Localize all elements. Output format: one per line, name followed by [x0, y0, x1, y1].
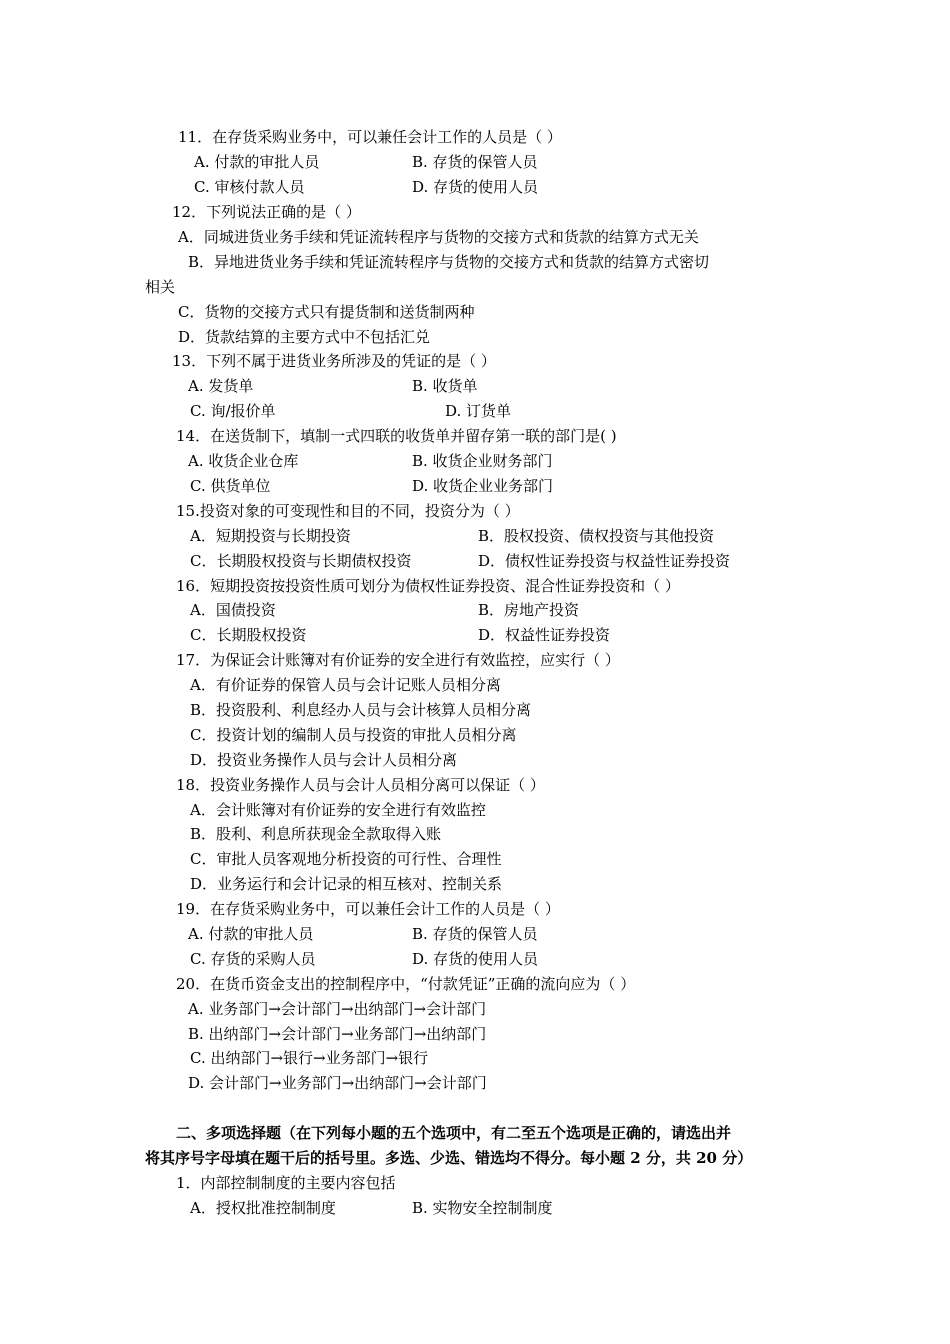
- q17-option-b: B．投资股利、利息经办人员与会计核算人员相分离: [190, 701, 532, 719]
- q12-option-c: C．货物的交接方式只有提货制和送货制两种: [178, 303, 475, 321]
- q20-option-a: A. 业务部门→会计部门→出纳部门→会计部门: [188, 1000, 487, 1018]
- q18-option-c: C．审批人员客观地分析投资的可行性、合理性: [190, 850, 502, 868]
- q13-option-b: B. 收货单: [412, 377, 478, 395]
- q14-option-b: B. 收货企业财务部门: [412, 452, 553, 470]
- q11-option-c: C. 审核付款人员: [194, 178, 305, 196]
- q13-stem: 13．下列不属于进货业务所涉及的凭证的是（ ）: [172, 352, 496, 370]
- q20-option-d: D. 会计部门→业务部门→出纳部门→会计部门: [188, 1074, 487, 1092]
- q16-option-c: C．长期股权投资: [190, 626, 307, 644]
- q11-option-b: B. 存货的保管人员: [412, 153, 538, 171]
- mq1-stem: 1．内部控制制度的主要内容包括: [176, 1174, 396, 1192]
- mq1-option-a: A．授权批准控制制度: [190, 1199, 336, 1217]
- q19-option-d: D. 存货的使用人员: [412, 950, 539, 968]
- q15-stem: 15.投资对象的可变现性和目的不同，投资分为（ ）: [176, 502, 520, 520]
- q15-option-b: B．股权投资、债权投资与其他投资: [478, 527, 715, 545]
- q12-stem: 12．下列说法正确的是（ ）: [172, 203, 361, 221]
- q14-option-c: C. 供货单位: [190, 477, 271, 495]
- q12-option-b-continued: 相关: [145, 278, 176, 296]
- q16-stem: 16．短期投资按投资性质可划分为债权性证券投资、混合性证券投资和（ ）: [176, 577, 680, 595]
- section-2-heading: 二、多项选择题（在下列每小题的五个选项中，有二至五个选项是正确的，请选出并: [176, 1124, 732, 1142]
- q14-option-a: A. 收货企业仓库: [188, 452, 299, 470]
- q13-option-a: A. 发货单: [188, 377, 254, 395]
- q12-option-d: D．货款结算的主要方式中不包括汇兑: [178, 328, 431, 346]
- q17-option-d: D．投资业务操作人员与会计人员相分离: [190, 751, 458, 769]
- q14-option-d: D. 收货企业业务部门: [412, 477, 554, 495]
- q17-stem: 17．为保证会计账簿对有价证券的安全进行有效监控，应实行（ ）: [176, 651, 620, 669]
- q11-option-a: A. 付款的审批人员: [194, 153, 320, 171]
- q20-option-c: C. 出纳部门→银行→业务部门→银行: [190, 1049, 429, 1067]
- q19-option-c: C. 存货的采购人员: [190, 950, 316, 968]
- q19-option-a: A. 付款的审批人员: [188, 925, 314, 943]
- q18-option-b: B．股利、利息所获现金全款取得入账: [190, 825, 442, 843]
- q20-stem: 20．在货币资金支出的控制程序中，“付款凭证”正确的流向应为（ ）: [176, 975, 636, 993]
- q15-option-c: C．长期股权投资与长期债权投资: [190, 552, 412, 570]
- q16-option-b: B．房地产投资: [478, 601, 580, 619]
- q15-option-a: A．短期投资与长期投资: [190, 527, 351, 545]
- q13-option-d: D. 订货单: [445, 402, 512, 420]
- q12-option-a: A．同城进货业务手续和凭证流转程序与货物的交接方式和货款的结算方式无关: [178, 228, 699, 246]
- q11-option-d: D. 存货的使用人员: [412, 178, 539, 196]
- q19-option-b: B. 存货的保管人员: [412, 925, 538, 943]
- q20-option-b: B. 出纳部门→会计部门→业务部门→出纳部门: [188, 1025, 487, 1043]
- q13-option-c: C. 询/报价单: [190, 402, 276, 420]
- q18-option-a: A．会计账簿对有价证券的安全进行有效监控: [190, 801, 486, 819]
- q14-stem: 14．在送货制下，填制一式四联的收货单并留存第一联的部门是( ): [176, 427, 617, 445]
- q12-option-b: B．异地进货业务手续和凭证流转程序与货物的交接方式和货款的结算方式密切: [188, 253, 710, 271]
- section-2-heading-continued: 将其序号字母填在题干后的括号里。多选、少选、错选均不得分。每小题 2 分，共 20 分）: [145, 1149, 753, 1167]
- q19-stem: 19．在存货采购业务中，可以兼任会计工作的人员是（ ）: [176, 900, 560, 918]
- q17-option-c: C．投资计划的编制人员与投资的审批人员相分离: [190, 726, 517, 744]
- q16-option-a: A．国债投资: [190, 601, 276, 619]
- q11-stem: 11．在存货采购业务中，可以兼任会计工作的人员是（ ）: [178, 128, 562, 146]
- q15-option-d: D．债权性证券投资与权益性证券投资: [478, 552, 731, 570]
- q18-stem: 18．投资业务操作人员与会计人员相分离可以保证（ ）: [176, 776, 545, 794]
- mq1-option-b: B. 实物安全控制制度: [412, 1199, 553, 1217]
- q18-option-d: D．业务运行和会计记录的相互核对、控制关系: [190, 875, 503, 893]
- q16-option-d: D．权益性证券投资: [478, 626, 611, 644]
- q17-option-a: A．有价证券的保管人员与会计记账人员相分离: [190, 676, 501, 694]
